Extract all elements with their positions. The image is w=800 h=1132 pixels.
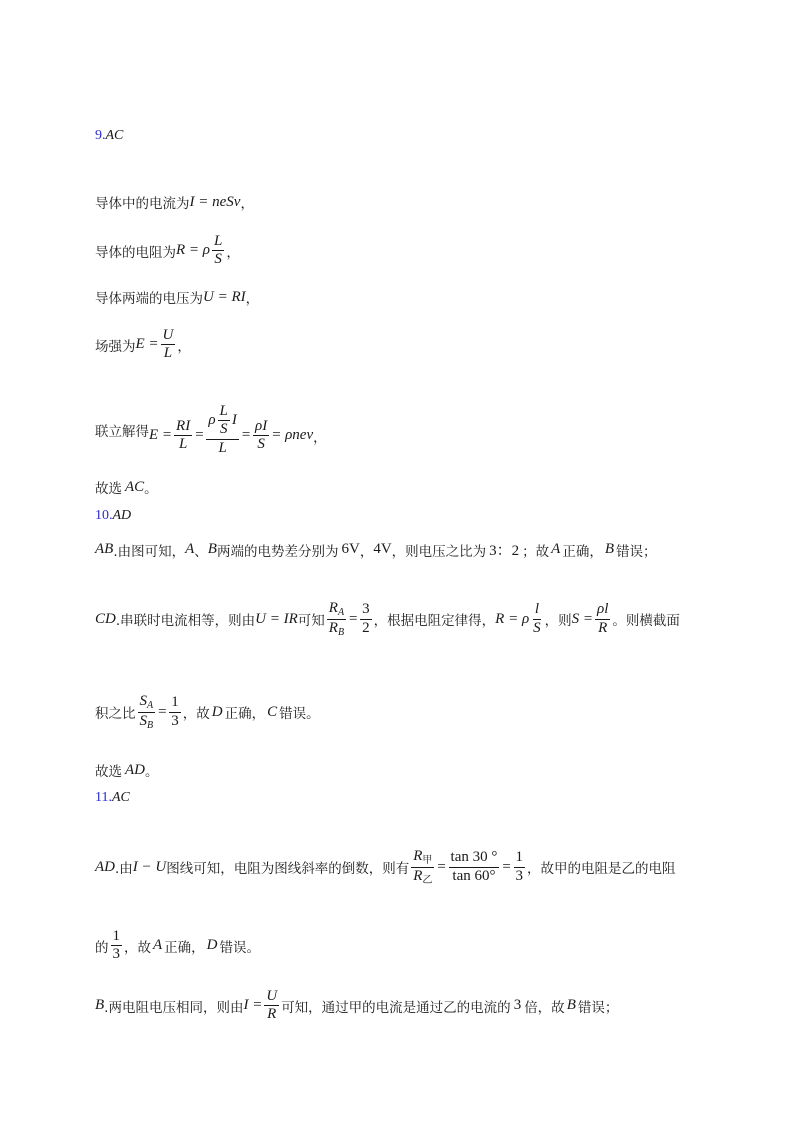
q9-number: 9 (95, 128, 102, 143)
q11-ad-line: AD .由 I − U 图线可知，电阻为图线斜率的倒数，则有 $\frac{R_甲}{R_乙}$ = $\frac{\tan 30 ^\circ}{\tan 60^\circ}$ = $\frac{1}{3}$ ，故甲的电阻是乙的电阻 (95, 848, 676, 886)
fraction: $\frac{1}{3}$ (171, 694, 179, 729)
equation: I = neSv (189, 193, 241, 210)
fraction: $\frac{R_甲}{R_乙}$ (413, 848, 433, 886)
q11-answer: AC (111, 790, 130, 805)
q9-line-voltage: 导体两端的电压为 U = RI ， (95, 288, 260, 307)
q10-cd-line-2: 积之比 $\frac{S_A}{S_B}$ = $\frac{1}{3}$ ，故 D 正确， C 错误。 (95, 693, 320, 731)
compound-fraction: ρ $\frac{L}{S}$ I L (208, 403, 237, 456)
q11-ad-line-2: 的 $\frac{1}{3}$ ，故 A 正确， D 错误。 (95, 928, 261, 963)
fraction: $\frac{RI}{L}$ (176, 418, 191, 453)
q9-answer: AC (105, 128, 124, 143)
fraction: $\frac{1}{3}$ (112, 928, 120, 963)
equation: U = RI (203, 288, 246, 305)
q10-conclusion: 故选 AD 。 (95, 761, 159, 780)
q9-header: 9 . AC (95, 128, 124, 143)
fraction: $\frac{S_A}{S_B}$ (139, 693, 154, 731)
fraction: $\frac{\tan 30 ^\circ}{\tan 60^\circ}$ (450, 849, 498, 884)
fraction: $\frac{\rho l}{R}$ (597, 601, 609, 636)
fraction: $\frac{3}{2}$ (362, 601, 370, 636)
fraction: $\frac{U}{L}$ (162, 327, 174, 362)
q10-answer: AD (112, 508, 132, 523)
q9-conclusion: 故选 AC 。 (95, 478, 158, 497)
fraction: $\frac{R_A}{R_B}$ (328, 600, 345, 638)
q10-header: 10 . AD (95, 508, 132, 523)
fraction: $\frac{\rho I}{S}$ (255, 418, 268, 453)
q11-number: 11 (95, 790, 109, 805)
q11-b-line: B .两电阻电压相同，则由 I = $\frac{U}{R}$ 可知，通过甲的电流是通过乙的电流的 3 倍，故 B 错误； (95, 988, 619, 1023)
q9-line-resistance: 导体的电阻为 R = ρ $\frac{L}{S}$ ， (95, 233, 240, 268)
fraction: $\frac{l}{S}$ (533, 601, 541, 636)
q9-line-field: 场强为 E = $\frac{U}{L}$ ， (95, 327, 191, 362)
fraction: $\frac{U}{R}$ (266, 988, 278, 1023)
q9-line-current: 导体中的电流为 I = neSv ， (95, 193, 254, 212)
q11-header: 11 . AC (95, 790, 130, 805)
q10-number: 10 (95, 508, 109, 523)
fraction: $\frac{L}{S}$ (213, 233, 223, 268)
q9-line-combined: 联立解得 E = $\frac{RI}{L}$ = ρ $\frac{L}{S}$ I L = $\frac{\rho I}{S}$ = ρnev ， (95, 403, 327, 456)
fraction: $\frac{1}{3}$ (515, 849, 523, 884)
q10-cd-line: CD .串联时电流相等，则由 U = IR 可知 $\frac{R_A}{R_B}$ = $\frac{3}{2}$ ，根据电阻定律得， R = ρ $\frac{l}{S}$ ，则 S = $\frac{\rho l}{R}$ 。则横截面 (95, 600, 680, 638)
q10-ab-line: AB .由图可知， A 、 B 两端的电势差分别为 6V ， 4V ，则电压之比为 3：2 ；故 A 正确， B 错误； (95, 541, 657, 560)
